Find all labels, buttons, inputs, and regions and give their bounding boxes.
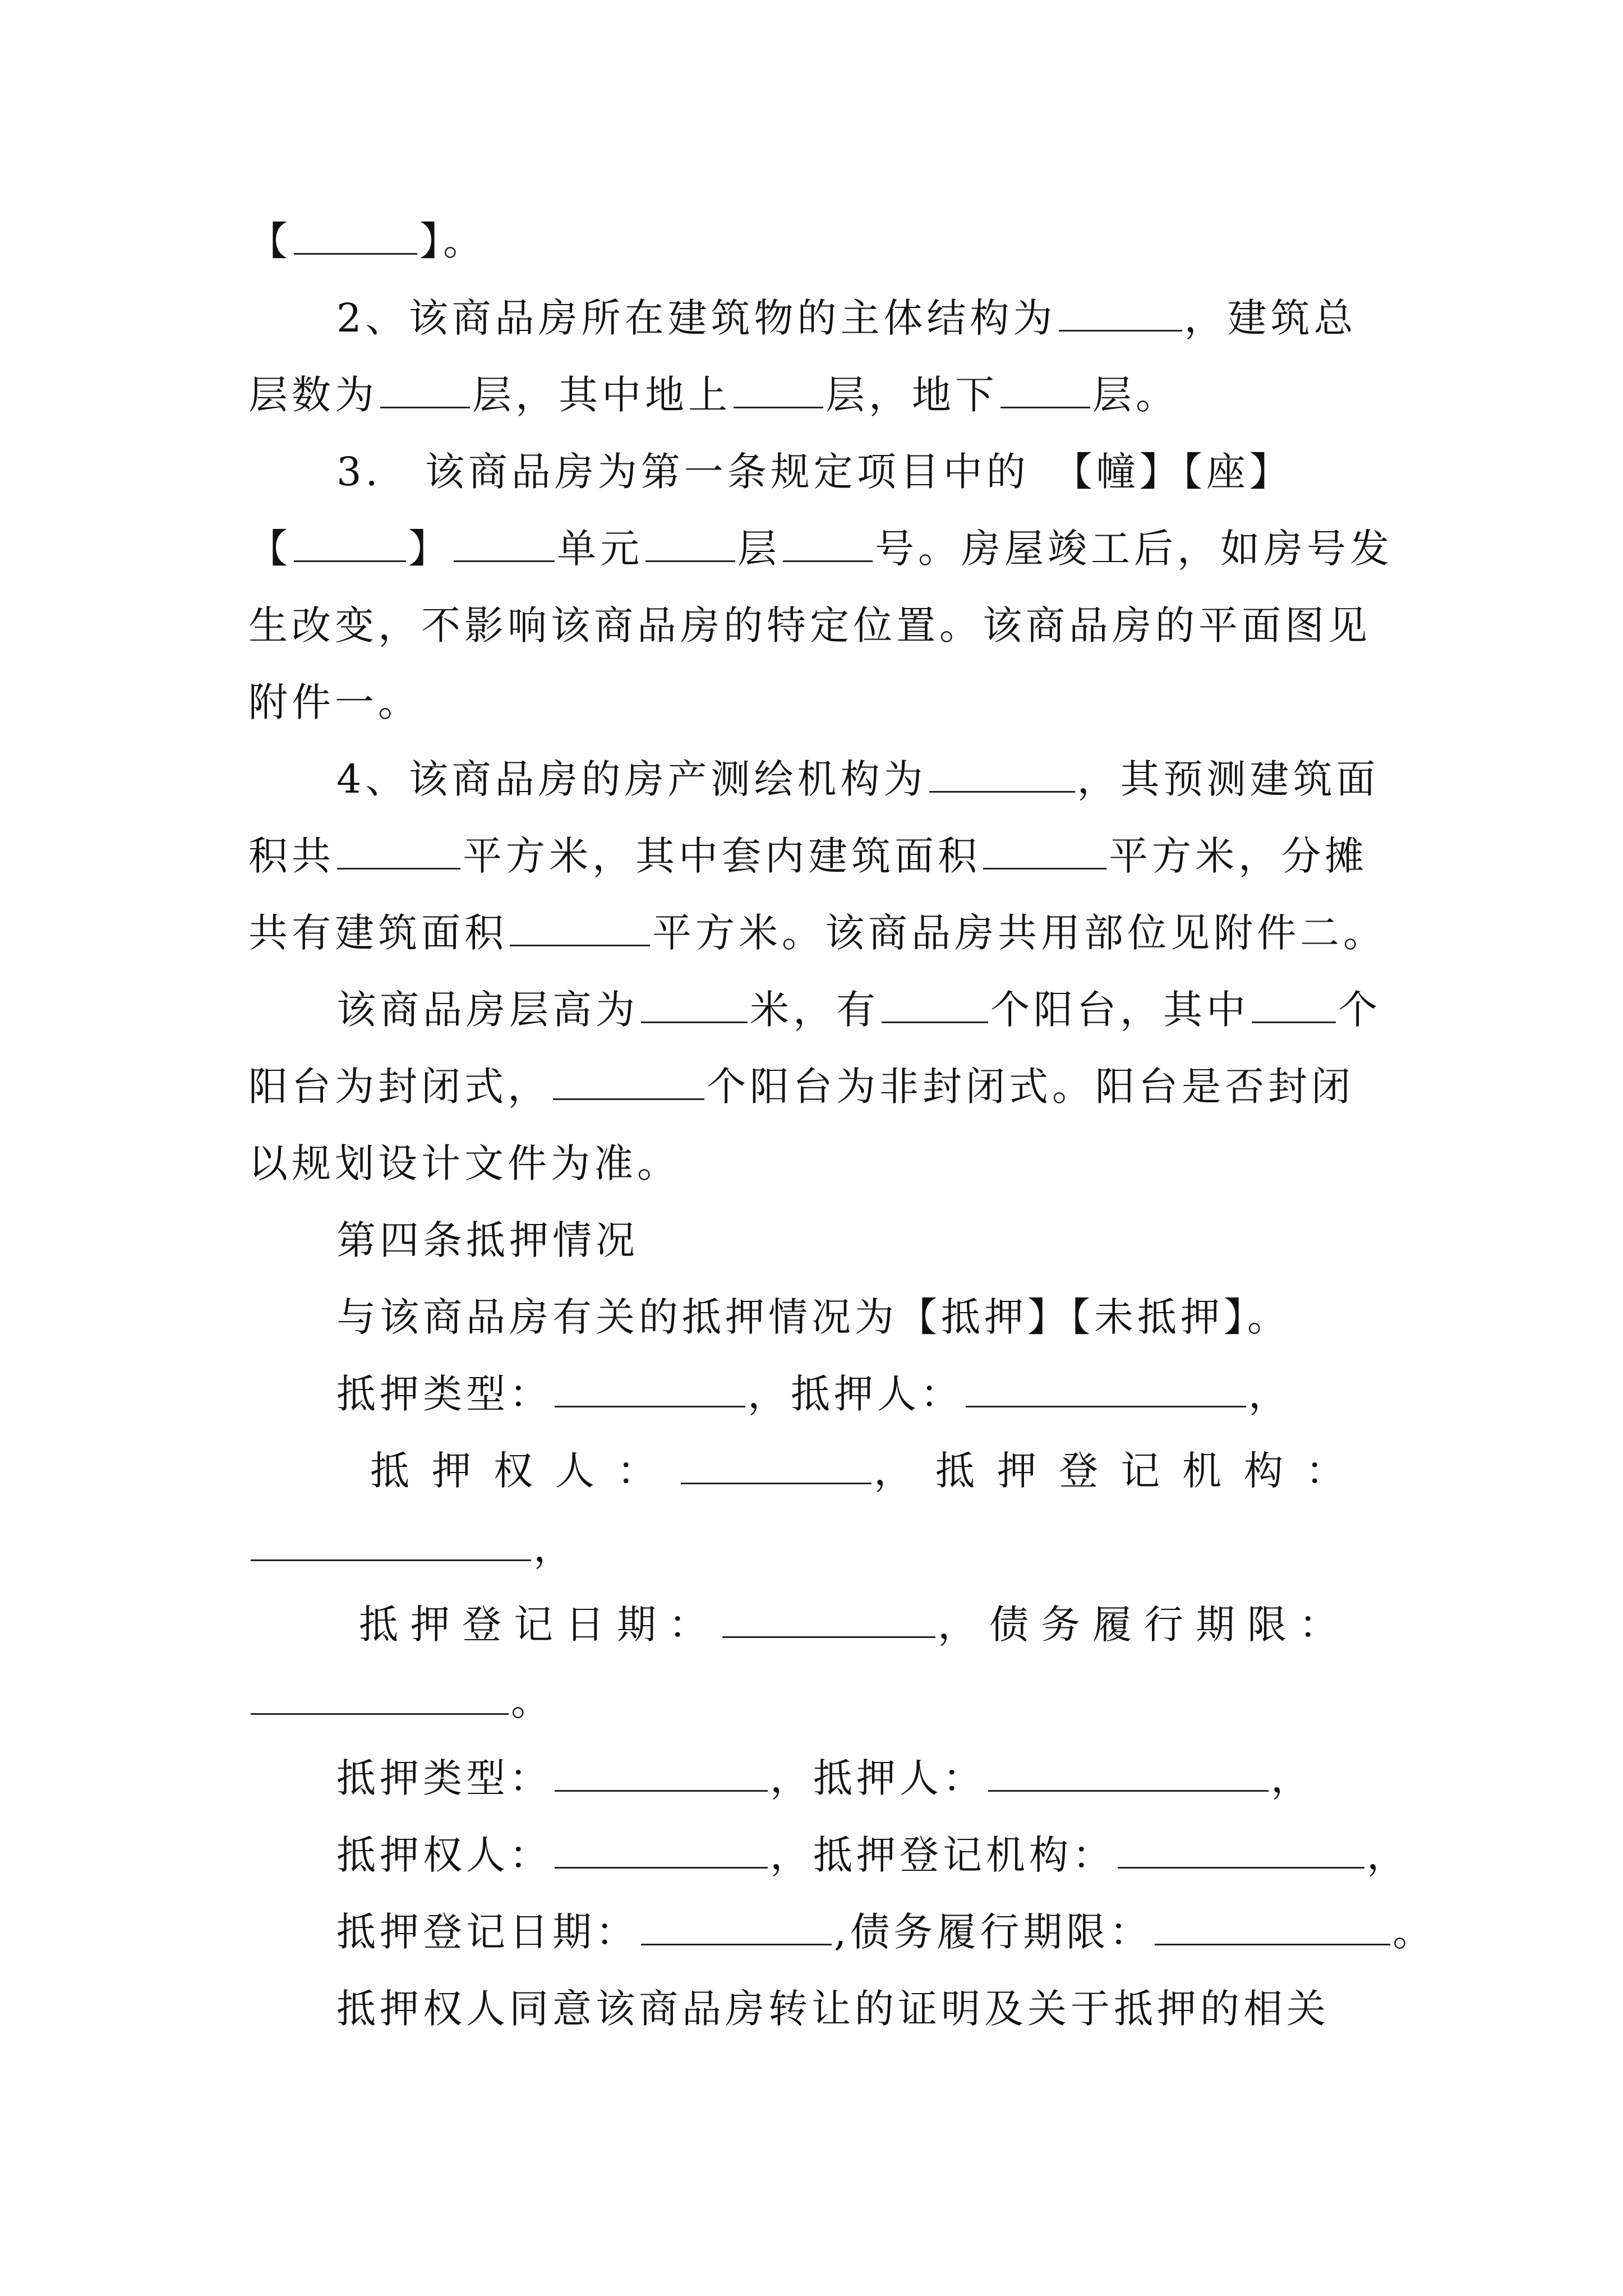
fill-blank[interactable]: [294, 526, 406, 562]
text-line-22: 抵押权人： ，抵押登记机构： ，: [336, 1832, 1410, 1878]
fill-blank[interactable]: [1252, 987, 1336, 1023]
text-line-13: 以规划设计文件为准。: [248, 1140, 680, 1186]
text-line-11: 该商品房层高为 米，有 个阳台，其中 个: [336, 987, 1381, 1033]
fill-blank[interactable]: [251, 1678, 509, 1715]
text-line-15: 与该商品房有关的抵押情况为【抵押】【未抵押】。: [336, 1294, 1290, 1340]
text-line-23: 抵押登记日期： ,债务履行期限： 。: [336, 1909, 1436, 1955]
fill-blank[interactable]: [380, 372, 470, 408]
fill-blank[interactable]: [555, 1832, 768, 1869]
text-line-4: 3. 该商品房为第一条规定项目中的 【幢】【座】: [336, 449, 1293, 495]
fill-blank[interactable]: [1155, 1909, 1390, 1945]
text-line-12: 阳台为封闭式， 个阳台为非封闭式。阳台是否封闭: [248, 1064, 1354, 1110]
fill-blank[interactable]: [454, 526, 555, 562]
section-heading: 第四条抵押情况: [336, 1217, 639, 1263]
fill-blank[interactable]: [1000, 372, 1090, 408]
text-line-1: 【 】。: [248, 218, 486, 264]
fill-blank[interactable]: [734, 372, 823, 408]
fill-blank[interactable]: [641, 1909, 832, 1945]
fill-blank[interactable]: [294, 218, 417, 255]
text-line-19: 抵押登记日期： ，债务履行期限：: [359, 1602, 1350, 1648]
fill-blank[interactable]: [681, 1448, 872, 1484]
fill-blank[interactable]: [641, 987, 748, 1023]
text-line-9: 积共 平方米，其中套内建筑面积 平方米，分摊: [248, 833, 1368, 879]
text-line-8: 4、该商品房的房产测绘机构为 ，其预测建筑面: [336, 756, 1380, 802]
text-line-21: 抵押类型： ，抵押人： ，: [336, 1755, 1314, 1801]
text-line-3: 层数为 层，其中地上 层，地下 层。: [248, 372, 1179, 418]
fill-blank[interactable]: [553, 1064, 704, 1100]
fill-blank[interactable]: [510, 910, 650, 946]
fill-blank[interactable]: [783, 526, 873, 562]
text-line-24: 抵押权人同意该商品房转让的证明及关于抵押的相关: [336, 1986, 1330, 2032]
text-line-10: 共有建筑面积 平方米。该商品房共用部位见附件二。: [248, 910, 1386, 956]
fill-blank[interactable]: [988, 1755, 1269, 1792]
text-line-7: 附件一。: [248, 679, 421, 725]
fill-blank[interactable]: [555, 1755, 768, 1792]
fill-blank[interactable]: [983, 833, 1106, 869]
text-line-20: 。: [248, 1673, 554, 1729]
text-line-2: 2、该商品房所在建筑物的主体结构为 ，建筑总: [336, 295, 1357, 341]
text-line-17: 抵押权人： ，抵押登记机构：: [370, 1448, 1367, 1494]
fill-blank[interactable]: [722, 1602, 935, 1638]
text-line-6: 生改变，不影响该商品房的特定位置。该商品房的平面图见: [248, 602, 1371, 648]
fill-blank[interactable]: [337, 833, 460, 869]
fill-blank[interactable]: [882, 987, 988, 1023]
text-line-5: 【 】 单元 层 号。房屋竣工后，如房号发: [248, 526, 1393, 572]
fill-blank[interactable]: [929, 756, 1075, 793]
fill-blank[interactable]: [645, 526, 735, 562]
fill-blank[interactable]: [251, 1525, 531, 1561]
fill-blank[interactable]: [966, 1371, 1246, 1407]
text-line-18: ，: [248, 1520, 577, 1576]
fill-blank[interactable]: [1059, 295, 1182, 332]
fill-blank[interactable]: [555, 1371, 745, 1407]
fill-blank[interactable]: [1118, 1832, 1364, 1869]
text-line-16: 抵押类型： ，抵押人： ，: [336, 1371, 1292, 1417]
